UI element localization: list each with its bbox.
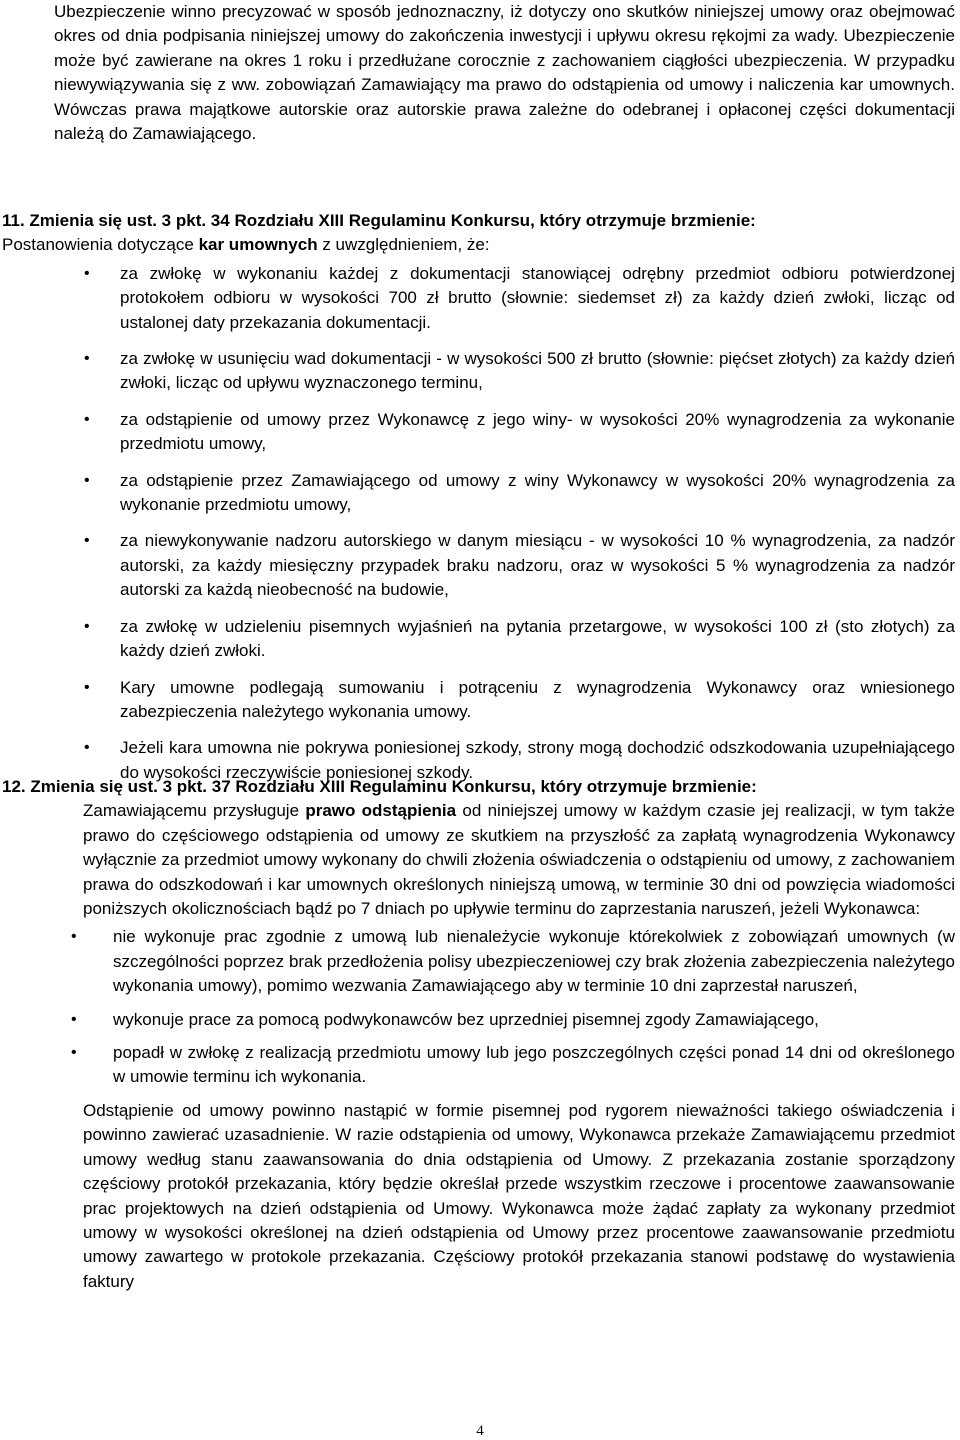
section-12 [0,775,955,1294]
list-item: • za zwłokę w wykonaniu każdej z dokumentacji stanowiącej odrębny przedmiot odbioru potwierdzonej protokołem odbioru w wysokości 700 zł brutto (słownie: siedemset zł) za każdy dzień zwłoki, licząc od ustalonej daty przekazania dokumentacji. [120,262,955,335]
section-12-body-bold: prawo odstąpienia [305,801,457,821]
intro-paragraph: Ubezpieczenie winno precyzować w sposób jednoznaczny, iż dotyczy ono skutków niniejszej umowy oraz obejmować okres od dnia podpisania niniejszej umowy do zakończenia inwestycji i upływu okresu rękojmi za wady. Ubezpieczenie może być zawierane na okres 1 roku i przedłużane corocznie z zachowaniem ciągłości ubezpieczenia. W przypadku niewywiązywania się z ww. zobowiązań Zamawiający ma prawo do odstąpienia od umowy i naliczenia kar umownych. Wówczas prawa majątkowe autorskie oraz autorskie prawa zależne do odebranej i opłaconej części dokumentacji należą do Zamawiającego. [54,2,955,144]
withdrawal-conditions-list [113,925,955,1089]
section-12-heading: 12. Zmienia się ust. 3 pkt. 37 Rozdziału XIII Regulaminu Konkursu, który otrzymuje brzmienie: [2,777,757,796]
page-number: 4 [476,1423,484,1439]
list-item: • nie wykonuje prac zgodnie z umową lub nienależycie wykonuje którekolwiek z zobowiązań umownych (w szczególności poprzez brak przedłożenia polisy ubezpieczeniowej czy brak złożenia zabezpieczenia należytego wykonania umowy), pomimo wezwania Zamawiającego aby w terminie 10 dni zaprzestał naruszeń, [113,925,955,998]
section-11-lead-text: Postanowienia dotyczące [2,235,199,255]
list-item: • za zwłokę w usunięciu wad dokumentacji - w wysokości 500 zł brutto (słownie: pięćset złotych) za każdy dzień zwłoki, licząc od upływu wyznaczonego terminu, [120,347,955,396]
section-11-lead [2,233,955,257]
section-12-closing: Odstąpienie od umowy powinno nastąpić w formie pisemnej pod rygorem nieważności takiego oświadczenia i powinno zawierać uzasadnienie. W razie odstąpienia od umowy, Wykonawca przekaże Zamawiającemu przedmiot umowy według stanu zaawansowania do dnia odstąpienia od Umowy. Z przekazania zostanie sporządzony częściowy protokół przekazania, który będzie określał przede wszystkim rzeczowe i procentowe zaawansowanie prac projektowych na dzień odstąpienia od Umowy. Wykonawca może żądać zapłaty za wykonany przedmiot umowy w wysokości określonej na dzień odstąpienia od Umowy przez procentowe zaawansowanie przedmiotu umowy zawartego w protokole przekazania. Częściowy protokół przekazania stanowi podstawę do wystawienia faktury [83,1100,955,1291]
list-item: • za odstąpienie od umowy przez Wykonawcę z jego winy- w wysokości 20% wynagrodzenia za wykonanie przedmiotu umowy, [120,408,955,457]
section-12-body-text: Zamawiającemu przysługuje [83,801,306,821]
section-11-lead-bold: kar umownych [198,235,318,255]
list-item: • Kary umowne podlegają sumowaniu i potrąceniu z wynagrodzenia Wykonawcy oraz wniesionego zabezpieczenia należytego wykonania umowy. [120,676,955,725]
list-item: • za odstąpienie przez Zamawiającego od umowy z winy Wykonawcy w wysokości 20% wynagrodzenia za wykonanie przedmiotu umowy, [120,469,955,518]
penalties-list [120,262,955,785]
section-12-body-tail: od niniejszej umowy w każdym czasie jej realizacji, w tym także prawo do częściowego odstąpienia od umowy ze skutkiem na przyszłość za zapłatą wynagrodzenia Wykonawcy wyłącznie za przedmiot umowy wykonany do chwili złożenia oświadczenia o odstąpieniu od umowy, z zachowaniem prawa do odszkodowań i kar umownych określonych niniejszą umową, w terminie 30 dni od powzięcia wiadomości poniższych okolicznościach bądź po 7 dniach po upływie terminu do zaprzestania naruszeń, jeżeli Wykonawca: [83,801,956,919]
list-item: • popadł w zwłokę z realizacją przedmiotu umowy lub jego poszczególnych części ponad 14 dni od określonego w umowie terminu ich wykonania. [113,1041,955,1090]
section-11 [0,209,955,797]
list-item: • wykonuje prace za pomocą podwykonawców bez uprzedniej pisemnej zgody Zamawiającego, [113,1008,955,1032]
section-11-lead-tail: z uwzględnieniem, że: [317,235,490,255]
list-item: • Jeżeli kara umowna nie pokrywa poniesionej szkody, strony mogą dochodzić odszkodowania uzupełniającego do wysokości rzeczywiście poniesionej szkody. [120,736,955,785]
section-12-body [83,799,955,921]
list-item: • za zwłokę w udzieleniu pisemnych wyjaśnień na pytania przetargowe, w wysokości 100 zł (sto złotych) za każdy dzień zwłoki. [120,615,955,664]
list-item: • za niewykonywanie nadzoru autorskiego w danym miesiącu - w wysokości 10 % wynagrodzenia, za nadzór autorski, za każdy miesięczny przypadek braku nadzoru, oraz w wysokości 5 % wynagrodzenia za nadzór autorski za każdą nieobecność na budowie, [120,529,955,602]
section-11-heading: 11. Zmienia się ust. 3 pkt. 34 Rozdziału XIII Regulaminu Konkursu, który otrzymuje brzmienie: [2,211,756,230]
